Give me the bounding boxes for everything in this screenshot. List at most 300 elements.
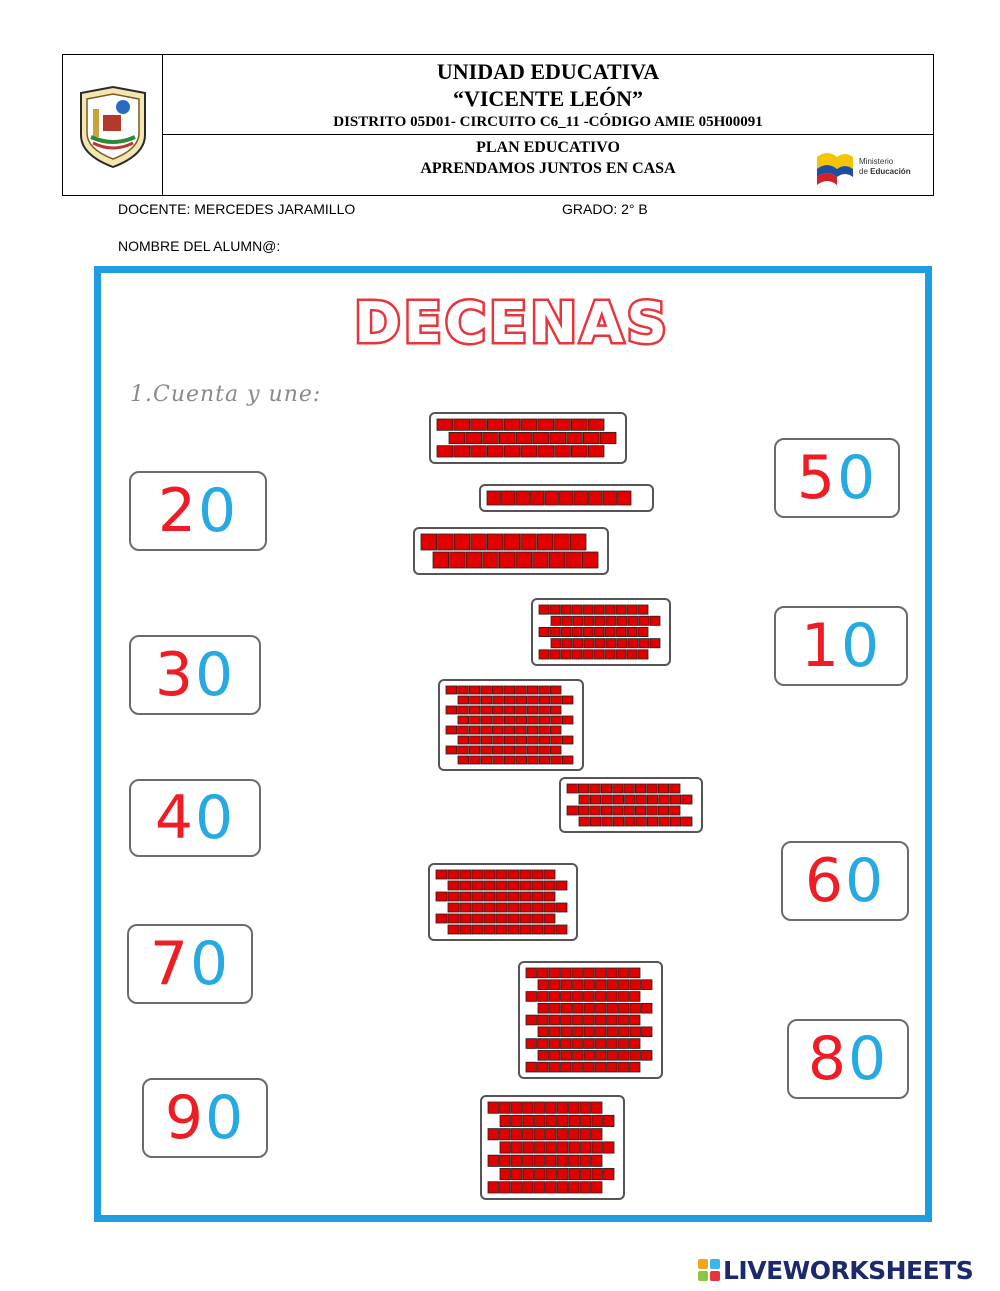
unit-cube	[450, 552, 466, 568]
unit-cube	[638, 605, 648, 614]
unit-cube	[670, 817, 680, 826]
unit-cube	[508, 892, 519, 901]
unit-cube	[605, 650, 615, 659]
ten-bars-svg	[415, 529, 607, 573]
unit-cube	[561, 627, 571, 636]
unit-cube	[523, 1102, 534, 1113]
ten-bars-group[interactable]	[428, 863, 578, 941]
ten-bar	[539, 605, 648, 614]
unit-cube	[520, 881, 531, 890]
unit-cube	[647, 806, 657, 815]
unit-cube	[500, 1129, 511, 1140]
unit-cube	[561, 992, 572, 1002]
unit-cube	[561, 650, 571, 659]
unit-cube	[520, 914, 531, 923]
unit-cube	[448, 870, 459, 879]
ten-bar	[433, 552, 598, 568]
unit-cube	[508, 870, 519, 879]
unit-cube	[561, 1039, 572, 1049]
unit-cube	[458, 756, 469, 764]
unit-cube	[642, 980, 653, 990]
unit-cube	[526, 1062, 537, 1072]
unit-cube	[550, 980, 561, 990]
liveworksheets-grid-icon	[698, 1259, 720, 1281]
unit-cube	[469, 706, 480, 714]
units-digit: 0	[841, 611, 882, 681]
unit-cube	[590, 784, 600, 793]
number-box-60[interactable]	[781, 841, 909, 921]
unit-cube	[670, 806, 680, 815]
unit-cube	[539, 736, 550, 744]
unit-cube	[630, 1015, 641, 1025]
unit-cube	[471, 534, 487, 550]
unit-cube	[573, 980, 584, 990]
unit-cube	[534, 1129, 545, 1140]
unit-cube	[594, 627, 604, 636]
unit-cube	[550, 627, 560, 636]
unit-cube	[569, 1129, 580, 1140]
unit-cube	[496, 870, 507, 879]
ten-bar	[579, 817, 692, 826]
ten-bar	[446, 746, 561, 754]
unit-cube	[504, 736, 515, 744]
unit-cube	[636, 817, 646, 826]
unit-cube	[496, 925, 507, 934]
unit-cube	[635, 784, 645, 793]
unit-cube	[487, 534, 503, 550]
units-digit: 0	[198, 476, 239, 546]
unit-cube	[516, 432, 532, 443]
unit-cube	[523, 1129, 534, 1140]
ten-bar	[526, 1062, 640, 1072]
unit-cube	[487, 491, 501, 505]
unit-cube	[650, 639, 660, 648]
unit-cube	[682, 817, 692, 826]
unit-cube	[504, 446, 520, 457]
unit-cube	[573, 1027, 584, 1037]
number-box-10[interactable]	[774, 606, 908, 686]
unit-cube	[504, 419, 520, 430]
ten-bar	[488, 1129, 602, 1140]
unit-cube	[604, 1142, 615, 1153]
unit-cube	[558, 1142, 569, 1153]
ten-bars-group[interactable]	[559, 777, 703, 833]
unit-cube	[532, 870, 543, 879]
tens-digit: 3	[154, 640, 195, 710]
unit-cube	[544, 914, 555, 923]
unit-cube	[539, 605, 549, 614]
unit-cube	[584, 1015, 595, 1025]
unit-cube	[607, 1027, 618, 1037]
liveworksheets-brand: LIVEWORKSHEETS	[723, 1255, 974, 1285]
unit-cube	[590, 806, 600, 815]
ministry-line-2-prefix: de	[859, 167, 871, 176]
unit-cube	[472, 925, 483, 934]
unit-cube	[562, 696, 573, 704]
unit-cube	[567, 806, 577, 815]
unit-cube	[535, 1142, 546, 1153]
unit-cube	[682, 795, 692, 804]
unit-cube	[546, 1182, 557, 1193]
unit-cube	[520, 892, 531, 901]
unit-cube	[638, 650, 648, 659]
unit-cube	[595, 1015, 606, 1025]
unit-cube	[561, 1027, 572, 1037]
unit-cube	[496, 892, 507, 901]
unit-cube	[523, 1168, 534, 1179]
ten-bar	[526, 1015, 640, 1025]
grade-label: GRADO: 2° B	[562, 201, 648, 217]
unit-cube	[437, 419, 453, 430]
unit-cube	[625, 795, 635, 804]
unit-cube	[539, 686, 550, 694]
unit-cube	[594, 650, 604, 659]
unit-cube	[538, 419, 554, 430]
unit-cube	[556, 903, 567, 912]
unit-cube	[595, 639, 605, 648]
unit-cube	[496, 903, 507, 912]
unit-cube	[532, 925, 543, 934]
unit-cube	[538, 980, 549, 990]
unit-cube	[446, 686, 457, 694]
unit-cube	[618, 992, 629, 1002]
unit-cube	[516, 686, 527, 694]
unit-cube	[647, 795, 657, 804]
ten-bars-group[interactable]	[438, 679, 584, 771]
unit-cube	[484, 914, 495, 923]
unit-cube	[460, 892, 471, 901]
unit-cube	[616, 650, 626, 659]
tens-digit: 6	[804, 846, 845, 916]
unit-cube	[551, 736, 562, 744]
number-box-70[interactable]	[127, 924, 253, 1004]
number-box-30[interactable]	[129, 635, 261, 715]
unit-cube	[535, 1115, 546, 1126]
unit-cube	[569, 1168, 580, 1179]
ten-bar	[458, 756, 573, 764]
unit-cube	[449, 432, 465, 443]
unit-cube	[571, 446, 587, 457]
unit-cube	[448, 925, 459, 934]
unit-cube	[555, 419, 571, 430]
ten-bar	[446, 686, 561, 694]
unit-cube	[481, 736, 492, 744]
unit-cube	[606, 639, 616, 648]
ten-bar	[539, 627, 648, 636]
unit-cube	[532, 881, 543, 890]
unit-cube	[571, 419, 587, 430]
unit-cube	[613, 795, 623, 804]
unit-cube	[550, 650, 560, 659]
number-box-20[interactable]	[129, 471, 267, 551]
unit-cube	[650, 616, 660, 625]
unit-cube	[539, 696, 550, 704]
unit-cube	[508, 881, 519, 890]
unit-cube	[589, 491, 603, 505]
unit-cube	[573, 1003, 584, 1013]
unit-cube	[516, 716, 527, 724]
ten-bar	[458, 696, 573, 704]
unit-cube	[555, 446, 571, 457]
unit-cube	[550, 432, 566, 443]
unit-cube	[458, 736, 469, 744]
unit-cube	[549, 552, 565, 568]
unit-cube	[484, 903, 495, 912]
ten-bar	[448, 925, 567, 934]
unit-cube	[607, 1039, 618, 1049]
district-line: DISTRITO 05D01- CIRCUITO C6_11 -CÓDIGO AMIE 05H00091	[333, 114, 763, 130]
unit-cube	[512, 1115, 523, 1126]
unit-cube	[484, 870, 495, 879]
ministry-logo-text	[859, 157, 911, 177]
unit-cube	[569, 1182, 580, 1193]
unit-cube	[512, 1142, 523, 1153]
unit-cube	[557, 1129, 568, 1140]
unit-cube	[618, 968, 629, 978]
unit-cube	[500, 1115, 511, 1126]
unit-cube	[466, 552, 482, 568]
unit-cube	[572, 627, 582, 636]
ten-bars-group[interactable]	[480, 1095, 625, 1200]
unit-cube	[561, 980, 572, 990]
unit-cube	[471, 419, 487, 430]
unit-cube	[472, 914, 483, 923]
unit-cube	[624, 806, 634, 815]
unit-cube	[483, 552, 499, 568]
unit-cube	[581, 1115, 592, 1126]
unit-cube	[546, 1102, 557, 1113]
ten-bar	[458, 736, 573, 744]
unit-cube	[602, 817, 612, 826]
ten-bar	[551, 616, 660, 625]
ten-bar	[538, 980, 652, 990]
number-box-90[interactable]	[142, 1078, 268, 1158]
unit-cube	[569, 1155, 580, 1166]
unit-cube	[639, 639, 649, 648]
unit-cube	[579, 795, 589, 804]
unit-cube	[619, 1027, 630, 1037]
unit-cube	[596, 1003, 607, 1013]
unit-cube	[573, 616, 583, 625]
unit-cube	[557, 1102, 568, 1113]
unit-cube	[532, 903, 543, 912]
ten-bar	[500, 1142, 614, 1153]
units-digit: 0	[190, 929, 231, 999]
unit-cube	[544, 903, 555, 912]
tens-digit: 7	[149, 929, 190, 999]
unit-cube	[584, 968, 595, 978]
unit-cube	[527, 746, 538, 754]
tens-digit: 8	[807, 1024, 848, 1094]
ten-bar	[551, 639, 660, 648]
unit-cube	[539, 627, 549, 636]
unit-cube	[538, 992, 549, 1002]
ten-bar	[526, 992, 640, 1002]
unit-cube	[627, 650, 637, 659]
unit-cube	[496, 914, 507, 923]
unit-cube	[584, 992, 595, 1002]
unit-cube	[523, 1182, 534, 1193]
ten-bar	[526, 968, 640, 978]
unit-cube	[523, 1155, 534, 1166]
unit-cube	[539, 746, 550, 754]
unit-cube	[573, 639, 583, 648]
ten-bars-svg	[430, 865, 576, 939]
unit-cube	[549, 1062, 560, 1072]
unit-cube	[562, 736, 573, 744]
plan-line: PLAN EDUCATIVO	[476, 139, 620, 156]
ten-bars-svg	[431, 414, 625, 462]
ten-bars-group[interactable]	[413, 527, 609, 575]
unit-cube	[617, 639, 627, 648]
unit-cube	[520, 903, 531, 912]
unit-cube	[500, 1168, 511, 1179]
unit-cube	[511, 1102, 522, 1113]
unit-cube	[484, 925, 495, 934]
unit-cube	[521, 534, 537, 550]
unit-cube	[592, 1182, 603, 1193]
ten-bar	[538, 1027, 652, 1037]
unit-cube	[504, 756, 515, 764]
ten-bar	[538, 1003, 652, 1013]
unit-cube	[592, 1168, 603, 1179]
ten-bars-group[interactable]	[429, 412, 627, 464]
unit-cube	[554, 534, 570, 550]
unit-cube	[493, 716, 504, 724]
ten-bars-group[interactable]	[531, 598, 671, 666]
ten-bar	[436, 870, 555, 879]
school-name-block	[163, 55, 933, 135]
unit-cube	[458, 706, 469, 714]
unit-cube	[502, 491, 516, 505]
unit-cube	[472, 892, 483, 901]
tens-digit: 2	[157, 476, 198, 546]
unit-cube	[618, 491, 632, 505]
school-line-2: “VICENTE LEÓN”	[452, 86, 644, 111]
unit-cube	[433, 552, 449, 568]
unit-cube	[469, 746, 480, 754]
ten-bar	[458, 716, 573, 724]
unit-cube	[446, 746, 457, 754]
unit-cube	[561, 1015, 572, 1025]
number-box-40[interactable]	[129, 779, 261, 857]
unit-cube	[537, 534, 553, 550]
unit-cube	[592, 1155, 603, 1166]
unit-cube	[579, 817, 589, 826]
unit-cube	[481, 746, 492, 754]
ten-bars-svg	[440, 681, 582, 769]
unit-cube	[592, 1102, 603, 1113]
unit-cube	[582, 552, 598, 568]
unit-cube	[470, 736, 481, 744]
unit-cube	[533, 432, 549, 443]
ten-bars-svg	[561, 779, 701, 831]
unit-cube	[531, 491, 545, 505]
unit-cube	[550, 1050, 561, 1060]
number-box-80[interactable]	[787, 1019, 909, 1099]
unit-cube	[581, 1168, 592, 1179]
liveworksheets-logo	[698, 1254, 973, 1286]
unit-cube	[601, 806, 611, 815]
unit-cube	[458, 686, 469, 694]
ministry-line-2-bold: Educación	[870, 167, 911, 176]
student-name-label: NOMBRE DEL ALUMN@:	[118, 238, 281, 254]
unit-cube	[594, 605, 604, 614]
unit-cube	[523, 1142, 534, 1153]
unit-cube	[437, 446, 453, 457]
unit-cube	[436, 914, 447, 923]
unit-cube	[511, 1155, 522, 1166]
header-table	[62, 54, 934, 196]
unit-cube	[470, 696, 481, 704]
teacher-label: DOCENTE: MERCEDES JARAMILLO	[118, 201, 356, 217]
unit-cube	[569, 1102, 580, 1113]
unit-cube	[584, 639, 594, 648]
unit-cube	[551, 716, 562, 724]
unit-cube	[595, 992, 606, 1002]
unit-cube	[556, 881, 567, 890]
unit-cube	[557, 1155, 568, 1166]
unit-cube	[546, 1142, 557, 1153]
unit-cube	[488, 1182, 499, 1193]
unit-cube	[562, 756, 573, 764]
unit-cube	[573, 1050, 584, 1060]
unit-cube	[516, 746, 527, 754]
unit-cube	[484, 892, 495, 901]
unit-cube	[628, 639, 638, 648]
unit-cube	[539, 726, 550, 734]
unit-cube	[534, 1102, 545, 1113]
ministry-logo	[815, 147, 915, 189]
ten-bar	[579, 795, 692, 804]
unit-cube	[481, 696, 492, 704]
unit-cube	[618, 1062, 629, 1072]
unit-cube	[618, 1039, 629, 1049]
ten-bar	[567, 784, 680, 793]
units-digit: 0	[845, 846, 886, 916]
number-box-50[interactable]	[774, 438, 900, 518]
unit-cube	[572, 650, 582, 659]
ten-bars-group[interactable]	[518, 961, 663, 1079]
unit-cube	[584, 1027, 595, 1037]
unit-cube	[472, 870, 483, 879]
unit-cube	[454, 534, 470, 550]
unit-cube	[600, 432, 616, 443]
unit-cube	[642, 1050, 653, 1060]
unit-cube	[551, 616, 561, 625]
unit-cube	[583, 432, 599, 443]
unit-cube	[460, 914, 471, 923]
ten-bar	[448, 881, 567, 890]
unit-cube	[603, 491, 617, 505]
unit-cube	[535, 1168, 546, 1179]
unit-cube	[500, 1182, 511, 1193]
unit-cube	[492, 726, 503, 734]
unit-cube	[544, 925, 555, 934]
unit-cube	[466, 432, 482, 443]
ten-bars-group[interactable]	[479, 484, 654, 512]
unit-cube	[590, 795, 600, 804]
unit-cube	[460, 881, 471, 890]
unit-cube	[504, 686, 515, 694]
unit-cube	[488, 1129, 499, 1140]
unit-cube	[526, 1039, 537, 1049]
unit-cube	[630, 1062, 641, 1072]
unit-cube	[658, 784, 668, 793]
unit-cube	[526, 968, 537, 978]
unit-cube	[619, 980, 630, 990]
unit-cube	[526, 1015, 537, 1025]
